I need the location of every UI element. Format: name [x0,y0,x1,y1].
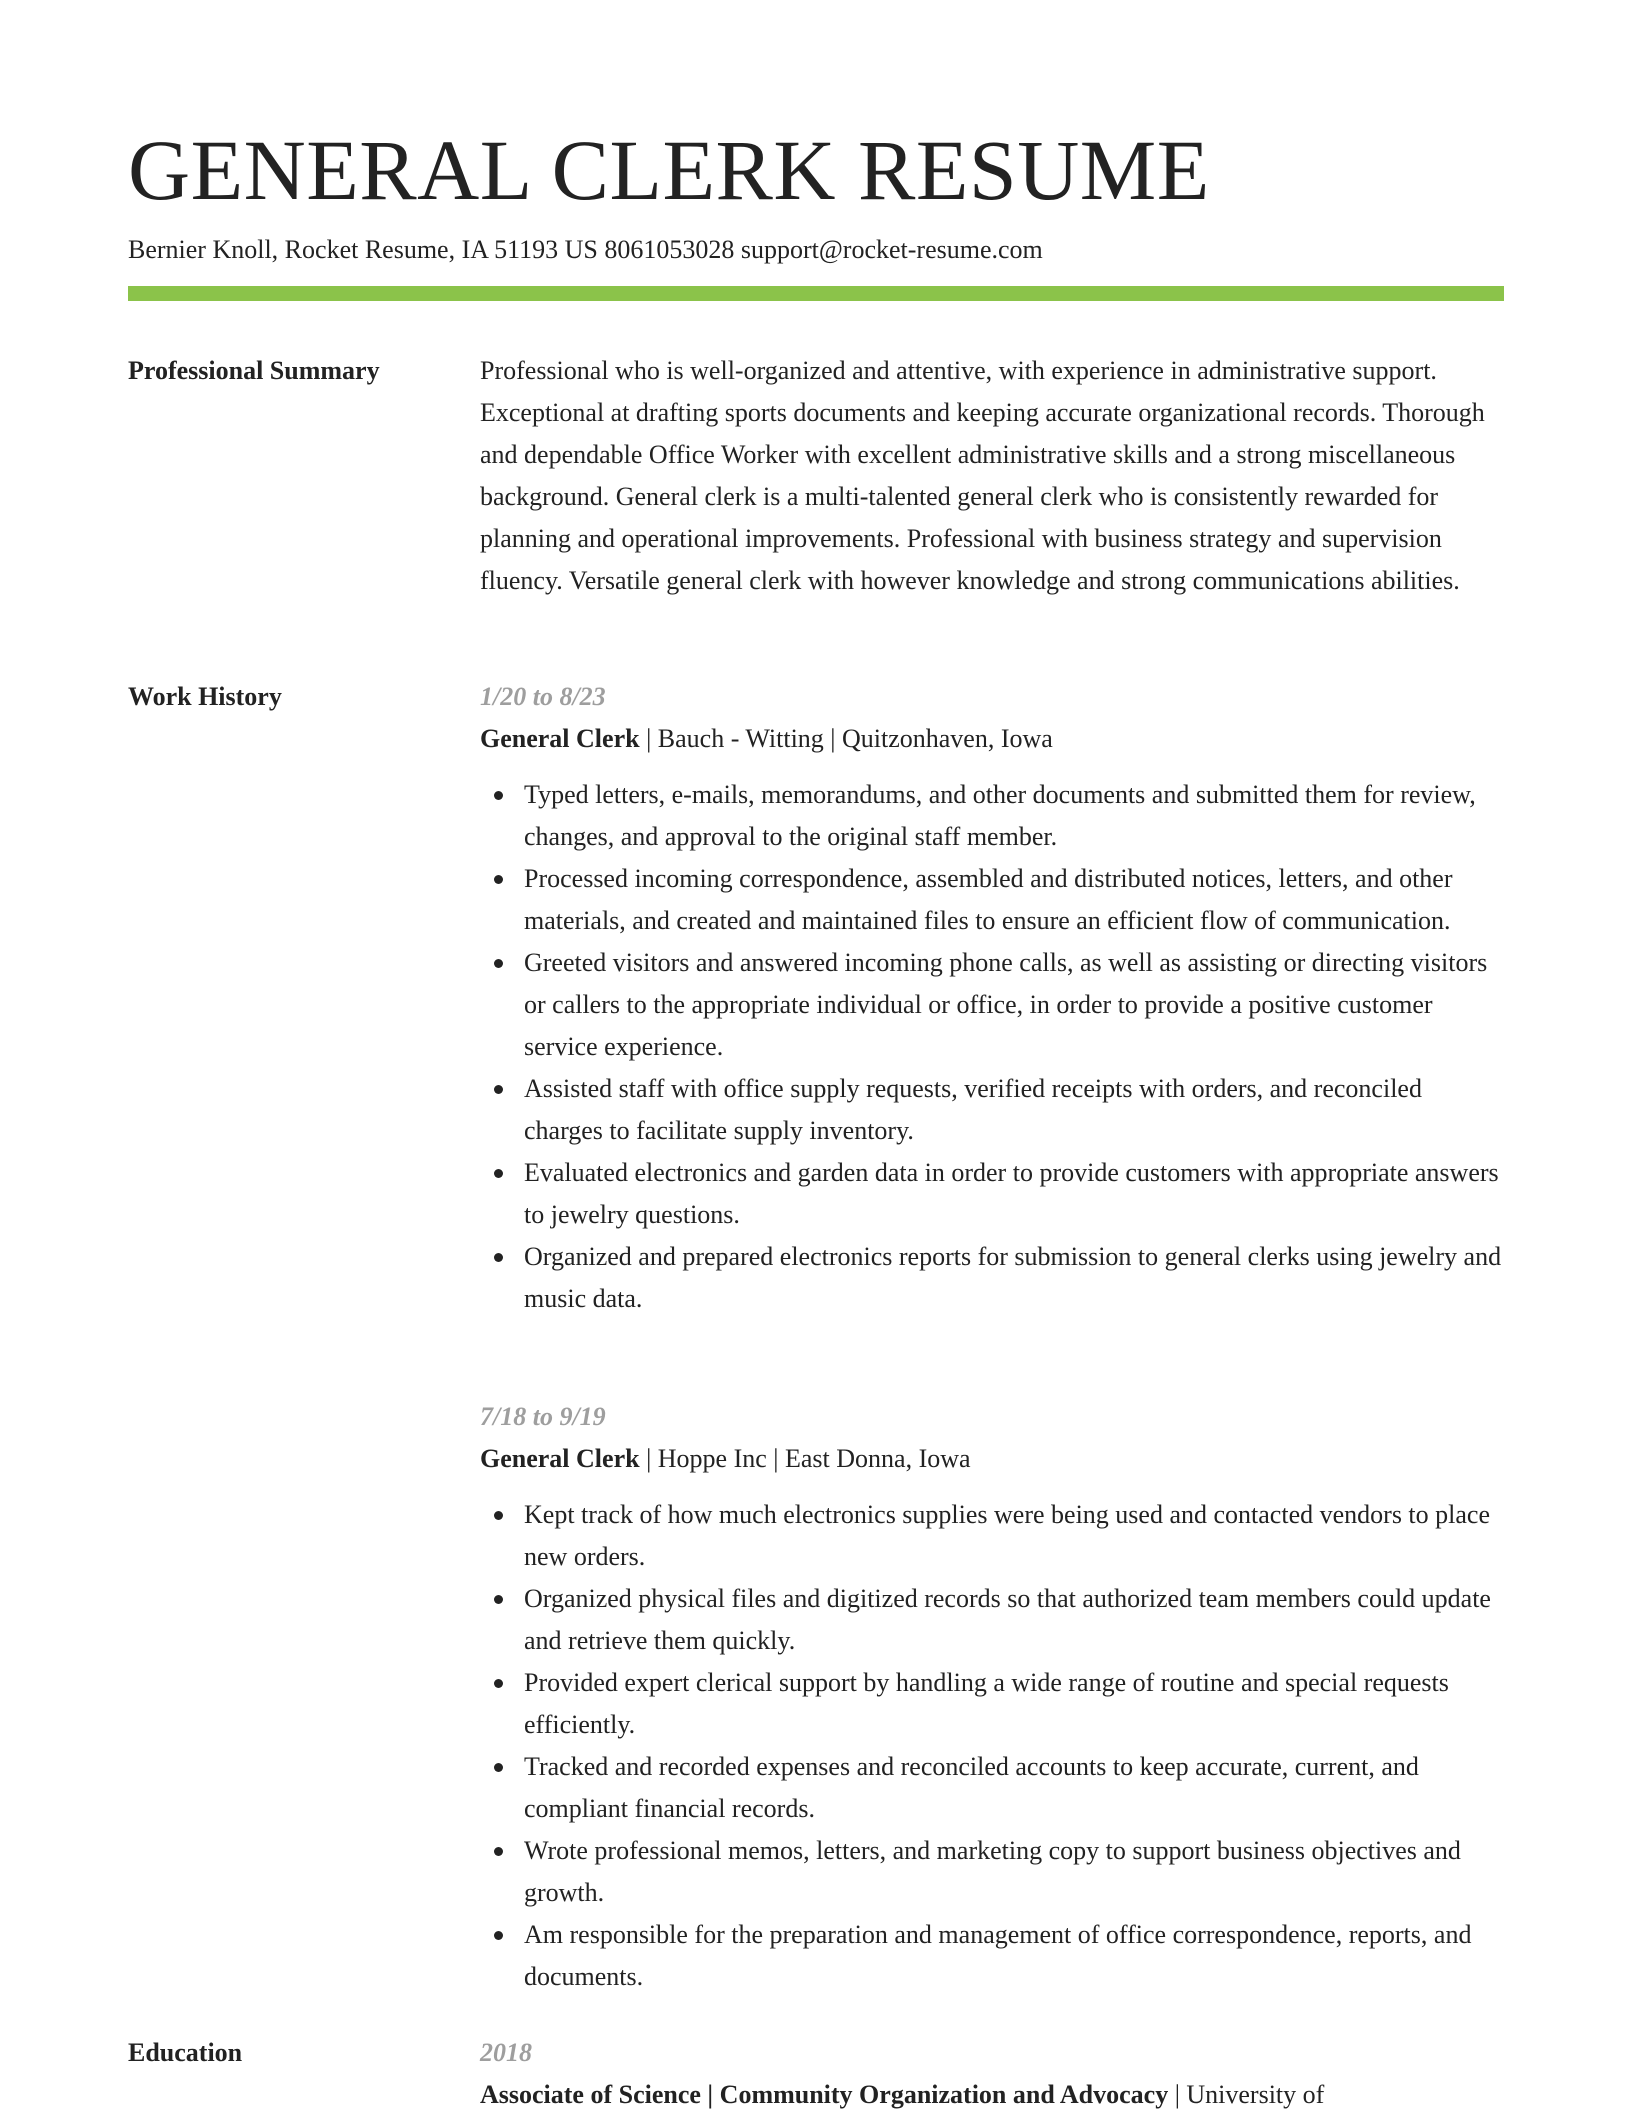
job-duty-item [480,858,1504,942]
job-duty-item [480,1494,1504,1578]
bullet-icon [494,1931,503,1940]
job-duty-item [480,774,1504,858]
bullet-icon [494,875,503,884]
job-duty-item [480,1068,1504,1152]
accent-divider [128,286,1504,301]
education-label: Education [128,2038,243,2067]
job-duty-item [480,942,1504,1068]
job-duties-list [480,774,1504,1320]
job-duty-text: Organized physical files and digitized records so that authorized team members could update and retrieve them quickly. [524,1584,1491,1655]
bullet-icon [494,1253,503,1262]
job-duty-text: Greeted visitors and answered incoming phone calls, as well as assisting or directing visitors or callers to the appropriate individual or office, in order to provide a positive customer service experience. [524,948,1488,1061]
contact-line: Bernier Knoll, Rocket Resume, IA 51193 US 8061053028 support@rocket-resume.com [128,235,1043,264]
bullet-icon [494,1679,503,1688]
bullet-icon [494,1085,503,1094]
bullet-icon [494,1763,503,1772]
job-duties-list [480,1494,1504,1998]
job-title: General Clerk [480,1444,640,1473]
job-duty-item [480,1236,1504,1320]
job-duty-text: Provided expert clerical support by handling a wide range of routine and special requests efficiently. [524,1668,1449,1739]
bullet-icon [494,1169,503,1178]
bullet-icon [494,1595,503,1604]
job-duty-text: Processed incoming correspondence, assembled and distributed notices, letters, and other materials, and created and maintained files to ensure an efficient flow of communication. [524,864,1453,935]
job-dates: 7/18 to 9/19 [480,1402,606,1431]
education-heading [480,2074,1504,2112]
job-entry [480,1396,1504,1998]
job-employer-location: | Hoppe Inc | East Donna, Iowa [639,1444,971,1473]
job-heading [480,1438,1504,1480]
job-duty-text: Evaluated electronics and garden data in order to provide customers with appropriate answers to jewelry questions. [524,1158,1499,1229]
work-history-label: Work History [128,682,282,711]
job-duty-text: Kept track of how much electronics supplies were being used and contacted vendors to place new orders. [524,1500,1490,1571]
job-duty-text: Am responsible for the preparation and management of office correspondence, reports, and documents. [524,1920,1472,1991]
job-duty-item [480,1830,1504,1914]
job-employer-location: | Bauch - Witting | Quitzonhaven, Iowa [639,724,1053,753]
job-duty-text: Tracked and recorded expenses and reconciled accounts to keep accurate, current, and compliant financial records. [524,1752,1419,1823]
resume-title: GENERAL CLERK RESUME [128,122,1210,218]
bullet-icon [494,959,503,968]
bullet-icon [494,791,503,800]
job-duty-text: Wrote professional memos, letters, and marketing copy to support business objectives and growth. [524,1836,1461,1907]
job-entry [480,676,1504,1320]
job-duty-text: Organized and prepared electronics reports for submission to general clerks using jewelry and music data. [524,1242,1502,1313]
job-dates: 1/20 to 8/23 [480,682,606,711]
job-title: General Clerk [480,724,640,753]
bullet-icon [494,1511,503,1520]
summary-text: Professional who is well-organized and attentive, with experience in administrative support. Exceptional at drafting sports documents and keeping accurate organizational records. Thorough and dependable Office Worker with excellent administrative skills and a strong miscellaneous background. General clerk is a multi-talented general clerk who is consistently rewarded for planning and operational improvements. Professional with business strategy and supervision fluency. Versatile general clerk with however knowledge and strong communications abilities. [480,356,1485,595]
job-heading [480,718,1504,760]
job-duty-item [480,1662,1504,1746]
bullet-icon [494,1847,503,1856]
education-year: 2018 [480,2038,532,2067]
job-duty-item [480,1746,1504,1830]
summary-label: Professional Summary [128,356,380,385]
education-school: | University of [1168,2080,1325,2109]
education-degree: Associate of Science | Community Organization and Advocacy [480,2080,1169,2109]
job-duty-item [480,1152,1504,1236]
job-duty-item [480,1578,1504,1662]
job-duty-item [480,1914,1504,1998]
job-duty-text: Assisted staff with office supply requests, verified receipts with orders, and reconciled charges to facilitate supply inventory. [524,1074,1422,1145]
job-duty-text: Typed letters, e-mails, memorandums, and other documents and submitted them for review, changes, and approval to the original staff member. [524,780,1476,851]
